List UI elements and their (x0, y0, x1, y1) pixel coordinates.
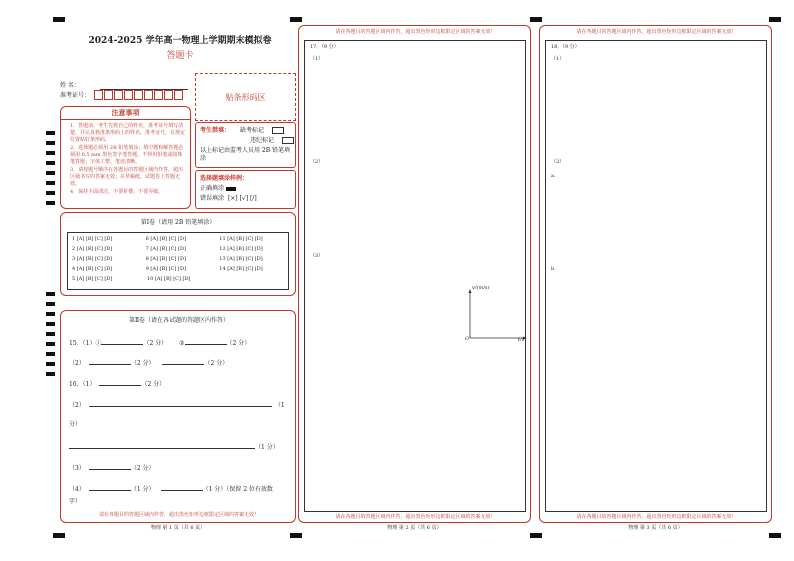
q16-4a-blank[interactable] (89, 483, 131, 491)
q16-line5 (69, 483, 273, 494)
absent-note: 以上标记由监考人员用 2B 铅笔填涂 (200, 147, 291, 162)
registration-mark (290, 17, 302, 22)
q18-part1: （1） (551, 56, 565, 62)
mc-row (72, 246, 288, 252)
page-number: 物理 第 2 页（共 6 页） (387, 525, 442, 531)
mc-question[interactable]: 9 [A] [B] [C] [D] (145, 266, 186, 272)
q16-line1 (69, 378, 165, 389)
mc-row (72, 236, 288, 242)
q15-2-label: ② (179, 340, 185, 347)
q15-1-blank[interactable] (101, 337, 143, 345)
q16-3-blank[interactable] (89, 462, 131, 470)
score: （1 分） (130, 486, 155, 493)
score: （2 分） (130, 465, 155, 472)
q18-sub-a: a. (551, 173, 556, 179)
absent-checkbox[interactable] (272, 127, 284, 134)
vt-axes (460, 284, 532, 344)
axis-origin-label: O (465, 336, 470, 342)
mc-row (72, 266, 288, 272)
page-number: 物理 第 3 页（共 6 页） (628, 525, 683, 531)
absent-title: 考生禁填： (200, 127, 231, 134)
barcode-label: 贴条形码区 (225, 93, 266, 102)
mc-question[interactable]: 3 [A] [B] [C] [D] (72, 256, 113, 262)
mc-row (72, 276, 288, 282)
registration-mark (769, 17, 781, 22)
mc-question[interactable]: 4 [A] [B] [C] [D] (72, 266, 113, 272)
registration-mark (530, 17, 542, 22)
q16-4b-blank[interactable] (161, 483, 203, 491)
registration-mark (290, 533, 302, 538)
q15-2-blank[interactable] (185, 337, 227, 345)
q16-2-blank[interactable] (89, 399, 272, 407)
absent-label: 缺考标记 (240, 127, 265, 134)
registration-mark (769, 533, 781, 538)
name-label: 姓 名： (60, 82, 80, 89)
axis-y-label: v/(m/s) (472, 285, 490, 291)
part1-title: 第Ⅰ卷（请用 2B 铅笔填涂） (140, 219, 216, 226)
mc-question[interactable]: 7 [A] [B] [C] [D] (145, 246, 186, 252)
score: （1 分） (255, 444, 279, 451)
registration-mark (53, 17, 65, 22)
notice-item: 1．答题前，考生先将自己的姓名，准考证号填写清楚，并认真核准条形码上的姓名、准考证号，在规定位置贴好条形码。 (70, 123, 186, 143)
footer-warning: 请在各题目的答题区域内作答，超出黑色矩形边框限定区域的答案无效！ (576, 514, 737, 520)
q18-sub-b: b. (551, 266, 556, 272)
mc-question[interactable]: 14 [A] [B] [C] [D] (219, 266, 263, 272)
q16-part4-label: （4） (69, 486, 85, 493)
mc-question[interactable]: 1 [A] [B] [C] [D] (72, 236, 113, 242)
page-number: 物理 第 1 页（共 6 页） (150, 525, 206, 531)
notice-item: 4．保持卡面清洁，不要折叠、不要弄破。 (70, 189, 164, 195)
exam-title: 2024-2025 学年高一物理上学期期末模拟卷 (88, 36, 272, 46)
fill-wrong-marks: [×] [√] [/] (227, 195, 257, 202)
q16-label: 16．（1） (69, 381, 96, 388)
q16-part3-label: （3） (69, 465, 85, 472)
q16-tail: 字） (69, 498, 82, 505)
header-warning: 请在各题目的答题区域内作答，超出黑色矩形边框限定区域的答案无效！ (576, 29, 737, 35)
mc-question[interactable]: 13 [A] [B] [C] [D] (219, 256, 263, 262)
q17-title: 17．（9 分） (310, 44, 339, 50)
mc-question[interactable]: 2 [A] [B] [C] [D] (72, 246, 113, 252)
answer-frame[interactable] (545, 40, 767, 512)
q15-line2 (69, 357, 228, 368)
q15-label: 15．（1）① (69, 340, 102, 347)
mc-question[interactable]: 10 [A] [B] [C] [D] (147, 276, 191, 282)
violation-checkbox[interactable] (282, 137, 294, 144)
q15-line1 (69, 337, 250, 348)
q16-line2 (69, 399, 285, 410)
q16-score-wrap: 分） (69, 421, 82, 428)
q15-2a-blank[interactable] (89, 357, 131, 365)
axis-x-label: t/s (518, 337, 525, 343)
mc-row (72, 256, 288, 262)
notice-item: 3．请按题号顺序在各题目的答题区域内作答，超出区域书写的答案无效；在草稿纸、试题卷上答题无效。 (70, 167, 184, 187)
barcode-area (195, 73, 296, 121)
fill-sample-box (195, 170, 296, 209)
q16-1-blank[interactable] (99, 378, 141, 386)
q18-part2: （2） (551, 159, 565, 165)
q17-part3: （3） (310, 253, 324, 259)
q17-part2: （2） (310, 159, 324, 165)
score: （2 分） (143, 340, 168, 347)
q16-part2-label: （2） (69, 402, 85, 409)
score: （2 分） (130, 360, 155, 367)
header-warning: 请在各题目的答题区域内作答，超出黑色矩形边框限定区域的答案无效！ (335, 29, 496, 35)
exam-number-label: 准考证号： (60, 92, 91, 99)
score: （2 分） (226, 340, 251, 347)
q18-title: 18．（9 分） (551, 44, 580, 50)
score: （2 分） (204, 360, 229, 367)
mc-question[interactable]: 8 [A] [B] [C] [D] (145, 256, 186, 262)
q16-2b-blank[interactable] (69, 441, 255, 449)
q16-line3 (69, 441, 279, 452)
mc-question[interactable]: 12 [A] [B] [C] [D] (219, 246, 263, 252)
notice-title: 注意事项 (61, 107, 190, 120)
part1-section (60, 212, 296, 296)
q18-answer-area (539, 25, 772, 523)
q16-line4 (69, 462, 155, 473)
filled-bubble-icon (226, 187, 236, 191)
fill-wrong-label: 错误填涂 (200, 195, 225, 202)
mc-question[interactable]: 6 [A] [B] [C] [D] (145, 236, 186, 242)
answer-card-label: 答题卡 (166, 51, 194, 61)
score: （2 分） (141, 381, 166, 388)
score: （1 (274, 402, 285, 409)
registration-mark (530, 533, 542, 538)
mc-answer-grid (67, 232, 289, 290)
exam-number-boxes[interactable] (94, 90, 184, 100)
part2-section (60, 310, 296, 523)
answer-frame[interactable] (304, 40, 526, 512)
fill-correct-label: 正确填涂 (200, 185, 225, 192)
score: （1 分）（保留 2 位有效数 (202, 486, 273, 493)
part2-title: 第Ⅱ卷（请在各试题的答题区内作答） (128, 317, 230, 324)
q15-2b-blank[interactable] (162, 357, 204, 365)
q15-part2-label: （2） (69, 360, 85, 367)
fill-sample-title: 选择题填涂样例： (200, 175, 249, 182)
notice-item: 2．选择题必须用 2B 铅笔填涂；填空题和解答题必须用 0.5 mm 黑色签字笔答题，不得用铅笔或圆珠笔答题；字体工整、笔迹清晰。 (70, 145, 184, 165)
q17-part1: （1） (310, 56, 324, 62)
absent-marker-box (195, 122, 296, 168)
footer-warning: 请在各题目的答题区域内作答，超出黑色矩形边框限定区域的答案无效！ (335, 514, 496, 520)
registration-mark (53, 533, 65, 538)
footer-warning: 请在各题目的答题区域内作答，超出黑色矩形边框限定区域的答案无效！ (98, 512, 259, 518)
mc-question[interactable]: 11 [A] [B] [C] [D] (219, 236, 263, 242)
notice-box (60, 106, 191, 209)
mc-question[interactable]: 5 [A] [B] [C] [D] (72, 276, 113, 282)
violation-label: 违纪标记 (250, 137, 275, 144)
q17-answer-area (298, 25, 531, 523)
